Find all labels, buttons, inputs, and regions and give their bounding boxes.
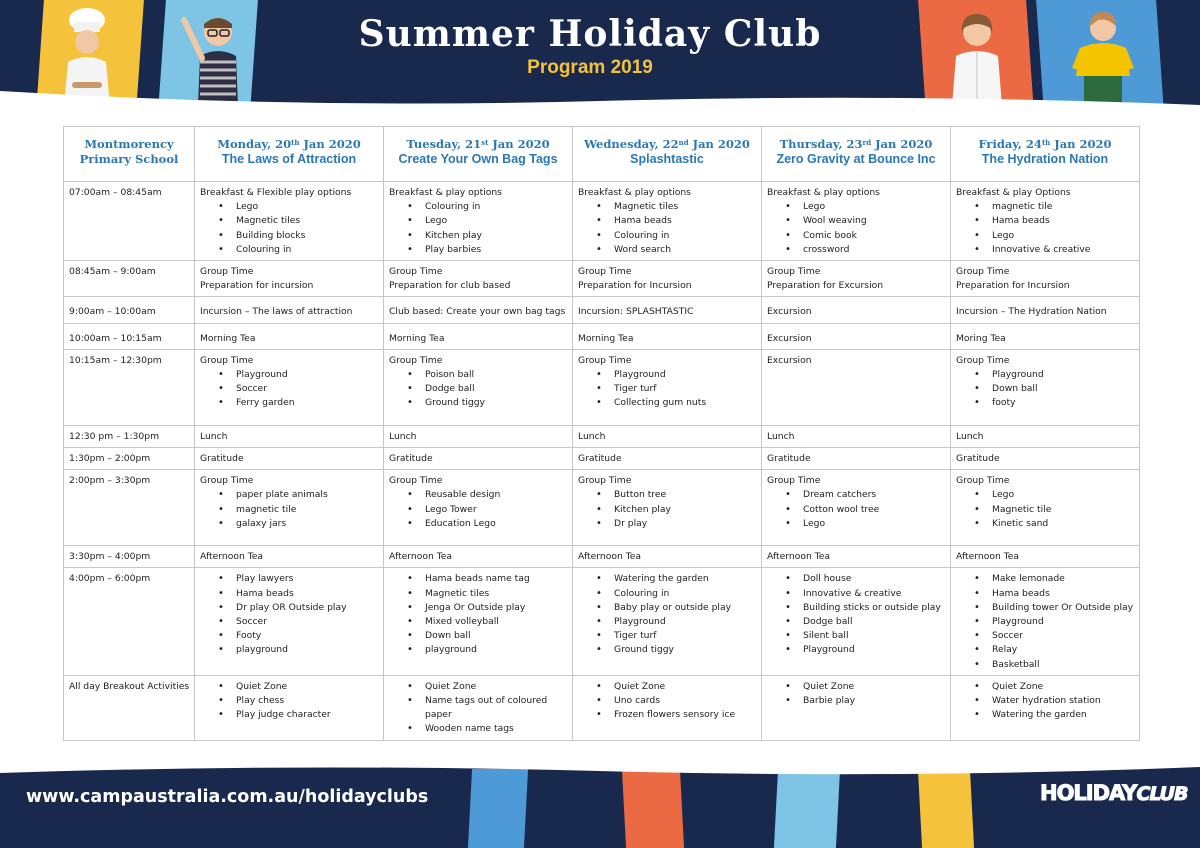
activity-cell <box>384 261 573 297</box>
activity-cell <box>762 261 951 297</box>
activity-cell <box>195 261 384 297</box>
list-item: • Kinetic sand <box>956 517 1135 531</box>
activity-cell <box>951 470 1140 546</box>
table-row <box>64 323 1140 349</box>
activity-cell <box>384 349 573 425</box>
activity-cell <box>384 546 573 568</box>
school-name-line2: Primary School <box>79 152 179 166</box>
list-item: • Quiet Zone <box>200 680 379 694</box>
activity-lead: Excursion <box>767 306 812 318</box>
activity-list <box>767 572 946 657</box>
time-slot: 4:00pm – 6:00pm <box>64 568 195 675</box>
activity-detail: Preparation for Excursion <box>767 280 884 292</box>
activity-cell <box>384 675 573 740</box>
list-item: • Comic book <box>767 229 946 243</box>
list-item: • Watering the garden <box>956 708 1135 722</box>
day-name: Wednesday, 22nd Jan 2020 <box>584 137 750 151</box>
activity-cell <box>951 546 1140 568</box>
activity-list <box>578 368 757 411</box>
activity-list <box>389 488 568 531</box>
activity-list <box>389 572 568 657</box>
time-slot: 9:00am – 10:00am <box>64 297 195 323</box>
list-item: • Lego <box>767 517 946 531</box>
list-item: • crossword <box>767 243 946 257</box>
activity-lead: Gratitude <box>389 453 433 465</box>
activity-cell <box>573 425 762 447</box>
activity-cell <box>573 297 762 323</box>
activity-lead: Gratitude <box>200 453 244 465</box>
activity-lead: Group Time <box>389 354 443 366</box>
list-item: • Playground <box>956 615 1135 629</box>
list-item: • Lego <box>389 214 568 228</box>
activity-detail: Preparation for incursion <box>200 280 314 292</box>
activity-lead: Breakfast & play Options <box>956 187 1071 198</box>
activity-lead: Afternoon Tea <box>956 551 1020 563</box>
school-header <box>64 127 195 182</box>
list-item: • Hama beads <box>956 587 1135 601</box>
list-item: • Dream catchers <box>767 488 946 502</box>
activity-cell <box>951 675 1140 740</box>
list-item: • Basketball <box>956 658 1135 672</box>
activity-lead: Excursion <box>767 354 812 366</box>
list-item: • Lego Tower <box>389 503 568 517</box>
activity-cell <box>384 182 573 261</box>
activity-detail: Preparation for club based <box>389 280 511 292</box>
day-header <box>384 127 573 182</box>
list-item: • Reusable design <box>389 488 568 502</box>
list-item: • Ground tiggy <box>389 396 568 410</box>
program-table-wrap <box>63 126 1139 741</box>
activity-lead: Incursion – The laws of attraction <box>200 306 353 318</box>
activity-lead: Group Time <box>956 354 1010 366</box>
activity-detail: Preparation for Incursion <box>956 280 1070 292</box>
activity-cell <box>951 261 1140 297</box>
activity-cell <box>384 448 573 470</box>
activity-cell <box>195 425 384 447</box>
activity-lead: Excursion <box>767 332 812 344</box>
table-row <box>64 675 1140 740</box>
activity-cell <box>762 349 951 425</box>
list-item: • Innovative & creative <box>767 587 946 601</box>
activity-cell <box>951 448 1140 470</box>
list-item: • Quiet Zone <box>956 680 1135 694</box>
list-item: • Kitchen play <box>578 503 757 517</box>
page-footer <box>0 757 1200 848</box>
activity-cell <box>951 182 1140 261</box>
activity-cell <box>573 261 762 297</box>
day-theme: The Hydration Nation <box>981 152 1109 166</box>
activity-list <box>956 368 1135 411</box>
activity-lead: Lunch <box>200 430 228 442</box>
list-item: • Water hydration station <box>956 694 1135 708</box>
activity-cell <box>762 546 951 568</box>
table-row <box>64 448 1140 470</box>
list-item: • Hama beads <box>956 214 1135 228</box>
list-item: • Barbie play <box>767 694 946 708</box>
footer-wave <box>0 757 1200 781</box>
list-item: • Building blocks <box>200 229 379 243</box>
activity-cell <box>573 675 762 740</box>
list-item: • Soccer <box>956 629 1135 643</box>
list-item: • Baby play or outside play <box>578 601 757 615</box>
list-item: • Quiet Zone <box>578 680 757 694</box>
activity-cell <box>195 323 384 349</box>
table-row <box>64 470 1140 546</box>
time-slot: 10:15am – 12:30pm <box>64 349 195 425</box>
activity-lead: Breakfast & Flexible play options <box>200 187 352 198</box>
time-slot: 1:30pm – 2:00pm <box>64 448 195 470</box>
activity-lead: Group Time <box>578 475 632 487</box>
activity-cell <box>951 349 1140 425</box>
activity-cell <box>195 448 384 470</box>
activity-list <box>578 488 757 531</box>
program-table <box>63 126 1140 741</box>
activity-cell <box>384 425 573 447</box>
page-header <box>0 0 1200 112</box>
list-item: • Footy <box>200 629 379 643</box>
table-row <box>64 349 1140 425</box>
list-item: • Watering the garden <box>578 572 757 586</box>
activity-lead: Gratitude <box>767 453 811 465</box>
header-wave <box>0 83 1200 112</box>
activity-lead: Group Time <box>389 475 443 487</box>
activity-lead: Lunch <box>767 430 795 442</box>
list-item: • galaxy jars <box>200 517 379 531</box>
list-item: • Down ball <box>389 629 568 643</box>
list-item: • Dodge ball <box>767 615 946 629</box>
list-item: • Dr play <box>578 517 757 531</box>
time-slot: 10:00am – 10:15am <box>64 323 195 349</box>
table-row <box>64 261 1140 297</box>
list-item: • Play lawyers <box>200 572 379 586</box>
time-slot: 08:45am – 9:00am <box>64 261 195 297</box>
list-item: • Tiger turf <box>578 629 757 643</box>
logo-club-text: CLUB <box>1136 783 1188 805</box>
list-item: • Make lemonade <box>956 572 1135 586</box>
activity-lead: Group Time <box>389 266 443 278</box>
activity-cell <box>762 323 951 349</box>
list-item: • Soccer <box>200 615 379 629</box>
activity-cell <box>195 675 384 740</box>
activity-lead: Group Time <box>956 475 1010 487</box>
activity-cell <box>951 297 1140 323</box>
list-item: • paper plate animals <box>200 488 379 502</box>
list-item: • Name tags out of coloured paper <box>389 694 568 722</box>
list-item: • Colouring in <box>578 587 757 601</box>
activity-list <box>200 368 379 411</box>
activity-list <box>956 200 1135 257</box>
list-item: • Play barbies <box>389 243 568 257</box>
page-subtitle: Program 2019 <box>527 57 653 78</box>
list-item: • footy <box>956 396 1135 410</box>
list-item: • Playground <box>578 368 757 382</box>
list-item: • Play judge character <box>200 708 379 722</box>
list-item: • Playground <box>578 615 757 629</box>
activity-lead: Morning Tea <box>578 332 634 344</box>
list-item: • Frozen flowers sensory ice <box>578 708 757 722</box>
list-item: • Hama beads <box>200 587 379 601</box>
title-block <box>300 12 880 80</box>
list-item: • Soccer <box>200 382 379 396</box>
list-item: • Silent ball <box>767 629 946 643</box>
day-header <box>573 127 762 182</box>
list-item: • magnetic tile <box>200 503 379 517</box>
list-item: • Education Lego <box>389 517 568 531</box>
activity-lead: Afternoon Tea <box>767 551 831 563</box>
activity-lead: Incursion – The Hydration Nation <box>956 306 1107 318</box>
activity-cell <box>195 182 384 261</box>
table-header-row <box>64 127 1140 182</box>
activity-list <box>956 572 1135 671</box>
list-item: • Wooden name tags <box>389 722 568 736</box>
school-name-line1: Montmorency <box>84 137 174 151</box>
holiday-club-logo <box>1040 781 1187 805</box>
activity-cell <box>573 349 762 425</box>
activity-cell <box>573 470 762 546</box>
activity-list <box>200 680 379 723</box>
list-item: • playground <box>389 643 568 657</box>
list-item: • magnetic tile <box>956 200 1135 214</box>
time-slot: 3:30pm – 4:00pm <box>64 546 195 568</box>
activity-list <box>767 200 946 257</box>
list-item: • Hama beads name tag <box>389 572 568 586</box>
time-slot: 2:00pm – 3:30pm <box>64 470 195 546</box>
activity-list <box>578 680 757 723</box>
activity-cell <box>573 182 762 261</box>
day-theme: Zero Gravity at Bounce Inc <box>776 152 936 166</box>
activity-lead: Club based: Create your own bag tags <box>389 306 566 318</box>
list-item: • Wool weaving <box>767 214 946 228</box>
list-item: • Dr play OR Outside play <box>200 601 379 615</box>
list-item: • playground <box>200 643 379 657</box>
list-item: • Lego <box>200 200 379 214</box>
list-item: • Magnetic tile <box>956 503 1135 517</box>
list-item: • Building tower Or Outside play <box>956 601 1135 615</box>
list-item: • Quiet Zone <box>389 680 568 694</box>
time-slot: 12:30 pm – 1:30pm <box>64 425 195 447</box>
activity-lead: Breakfast & play options <box>578 187 691 198</box>
activity-lead: Afternoon Tea <box>389 551 453 563</box>
activity-lead: Gratitude <box>578 453 622 465</box>
page-title: Summer Holiday Club <box>358 13 822 55</box>
activity-cell <box>384 297 573 323</box>
activity-cell <box>573 323 762 349</box>
activity-cell <box>762 675 951 740</box>
day-header <box>951 127 1140 182</box>
list-item: • Lego <box>956 229 1135 243</box>
time-slot: All day Breakout Activities <box>64 675 195 740</box>
activity-lead: Group Time <box>578 354 632 366</box>
activity-cell <box>762 425 951 447</box>
table-body <box>64 182 1140 741</box>
activity-lead: Group Time <box>767 266 821 278</box>
list-item: • Down ball <box>956 382 1135 396</box>
activity-lead: Group Time <box>956 266 1010 278</box>
list-item: • Colouring in <box>389 200 568 214</box>
activity-lead: Afternoon Tea <box>578 551 642 563</box>
activity-list <box>200 488 379 531</box>
table-row <box>64 182 1140 261</box>
day-header <box>762 127 951 182</box>
activity-list <box>389 368 568 411</box>
activity-lead: Group Time <box>767 475 821 487</box>
activity-lead: Gratitude <box>956 453 1000 465</box>
activity-list <box>578 572 757 657</box>
activity-list <box>767 488 946 531</box>
list-item: • Hama beads <box>578 214 757 228</box>
activity-cell <box>195 546 384 568</box>
list-item: • Ferry garden <box>200 396 379 410</box>
list-item: • Building sticks or outside play <box>767 601 946 615</box>
list-item: • Relay <box>956 643 1135 657</box>
table-row <box>64 568 1140 675</box>
list-item: • Colouring in <box>200 243 379 257</box>
list-item: • Playground <box>767 643 946 657</box>
day-theme: Splashtastic <box>630 152 704 166</box>
list-item: • Magnetic tiles <box>200 214 379 228</box>
logo-holiday-text: HOLIDAY <box>1040 781 1137 805</box>
activity-lead: Breakfast & play options <box>767 187 880 198</box>
activity-cell <box>951 568 1140 675</box>
list-item: • Lego <box>956 488 1135 502</box>
list-item: • Jenga Or Outside play <box>389 601 568 615</box>
list-item: • Tiger turf <box>578 382 757 396</box>
activity-lead: Group Time <box>578 266 632 278</box>
activity-lead: Group Time <box>200 354 254 366</box>
list-item: • Playground <box>956 368 1135 382</box>
list-item: • Quiet Zone <box>767 680 946 694</box>
activity-list <box>200 572 379 657</box>
list-item: • Innovative & creative <box>956 243 1135 257</box>
day-name: Monday, 20th Jan 2020 <box>217 137 361 151</box>
activity-cell <box>573 448 762 470</box>
list-item: • Kitchen play <box>389 229 568 243</box>
activity-cell <box>195 568 384 675</box>
activity-cell <box>195 297 384 323</box>
activity-lead: Lunch <box>389 430 417 442</box>
list-item: • Playground <box>200 368 379 382</box>
activity-lead: Breakfast & play options <box>389 187 502 198</box>
activity-cell <box>762 470 951 546</box>
activity-cell <box>573 568 762 675</box>
day-theme: Create Your Own Bag Tags <box>398 152 558 166</box>
activity-lead: Morning Tea <box>200 332 256 344</box>
table-row <box>64 425 1140 447</box>
list-item: • Button tree <box>578 488 757 502</box>
activity-list <box>578 200 757 257</box>
activity-list <box>389 200 568 257</box>
table-row <box>64 297 1140 323</box>
day-header <box>195 127 384 182</box>
activity-lead: Group Time <box>200 475 254 487</box>
list-item: • Collecting gum nuts <box>578 396 757 410</box>
day-name: Tuesday, 21st Jan 2020 <box>406 137 550 151</box>
table-row <box>64 546 1140 568</box>
list-item: • Colouring in <box>578 229 757 243</box>
list-item: • Lego <box>767 200 946 214</box>
list-item: • Dodge ball <box>389 382 568 396</box>
activity-cell <box>573 546 762 568</box>
list-item: • Magnetic tiles <box>389 587 568 601</box>
activity-lead: Lunch <box>956 430 984 442</box>
activity-cell <box>384 470 573 546</box>
activity-cell <box>384 323 573 349</box>
activity-lead: Lunch <box>578 430 606 442</box>
list-item: • Magnetic tiles <box>578 200 757 214</box>
day-name: Friday, 24th Jan 2020 <box>978 137 1112 151</box>
day-theme: The Laws of Attraction <box>221 152 357 166</box>
activity-list <box>956 488 1135 531</box>
activity-detail: Preparation for Incursion <box>578 280 692 292</box>
list-item: • Cotton wool tree <box>767 503 946 517</box>
activity-list <box>767 680 946 708</box>
activity-list <box>200 200 379 257</box>
activity-cell <box>762 182 951 261</box>
activity-cell <box>195 349 384 425</box>
list-item: • Word search <box>578 243 757 257</box>
activity-list <box>956 680 1135 723</box>
list-item: • Poison ball <box>389 368 568 382</box>
activity-cell <box>762 297 951 323</box>
list-item: • Play chess <box>200 694 379 708</box>
activity-cell <box>762 448 951 470</box>
activity-lead: Afternoon Tea <box>200 551 264 563</box>
footer-url-link[interactable]: www.campaustralia.com.au/holidayclubs <box>26 787 429 807</box>
activity-lead: Incursion: SPLASHTASTIC <box>578 306 694 318</box>
day-name: Thursday, 23rd Jan 2020 <box>779 137 933 151</box>
list-item: • Uno cards <box>578 694 757 708</box>
activity-lead: Morning Tea <box>389 332 445 344</box>
activity-cell <box>762 568 951 675</box>
list-item: • Doll house <box>767 572 946 586</box>
activity-cell <box>951 323 1140 349</box>
list-item: • Mixed volleyball <box>389 615 568 629</box>
activity-lead: Moring Tea <box>956 332 1006 344</box>
activity-cell <box>195 470 384 546</box>
list-item: • Ground tiggy <box>578 643 757 657</box>
activity-cell <box>384 568 573 675</box>
time-slot: 07:00am – 08:45am <box>64 182 195 261</box>
activity-lead: Group Time <box>200 266 254 278</box>
activity-cell <box>951 425 1140 447</box>
activity-list <box>389 680 568 737</box>
